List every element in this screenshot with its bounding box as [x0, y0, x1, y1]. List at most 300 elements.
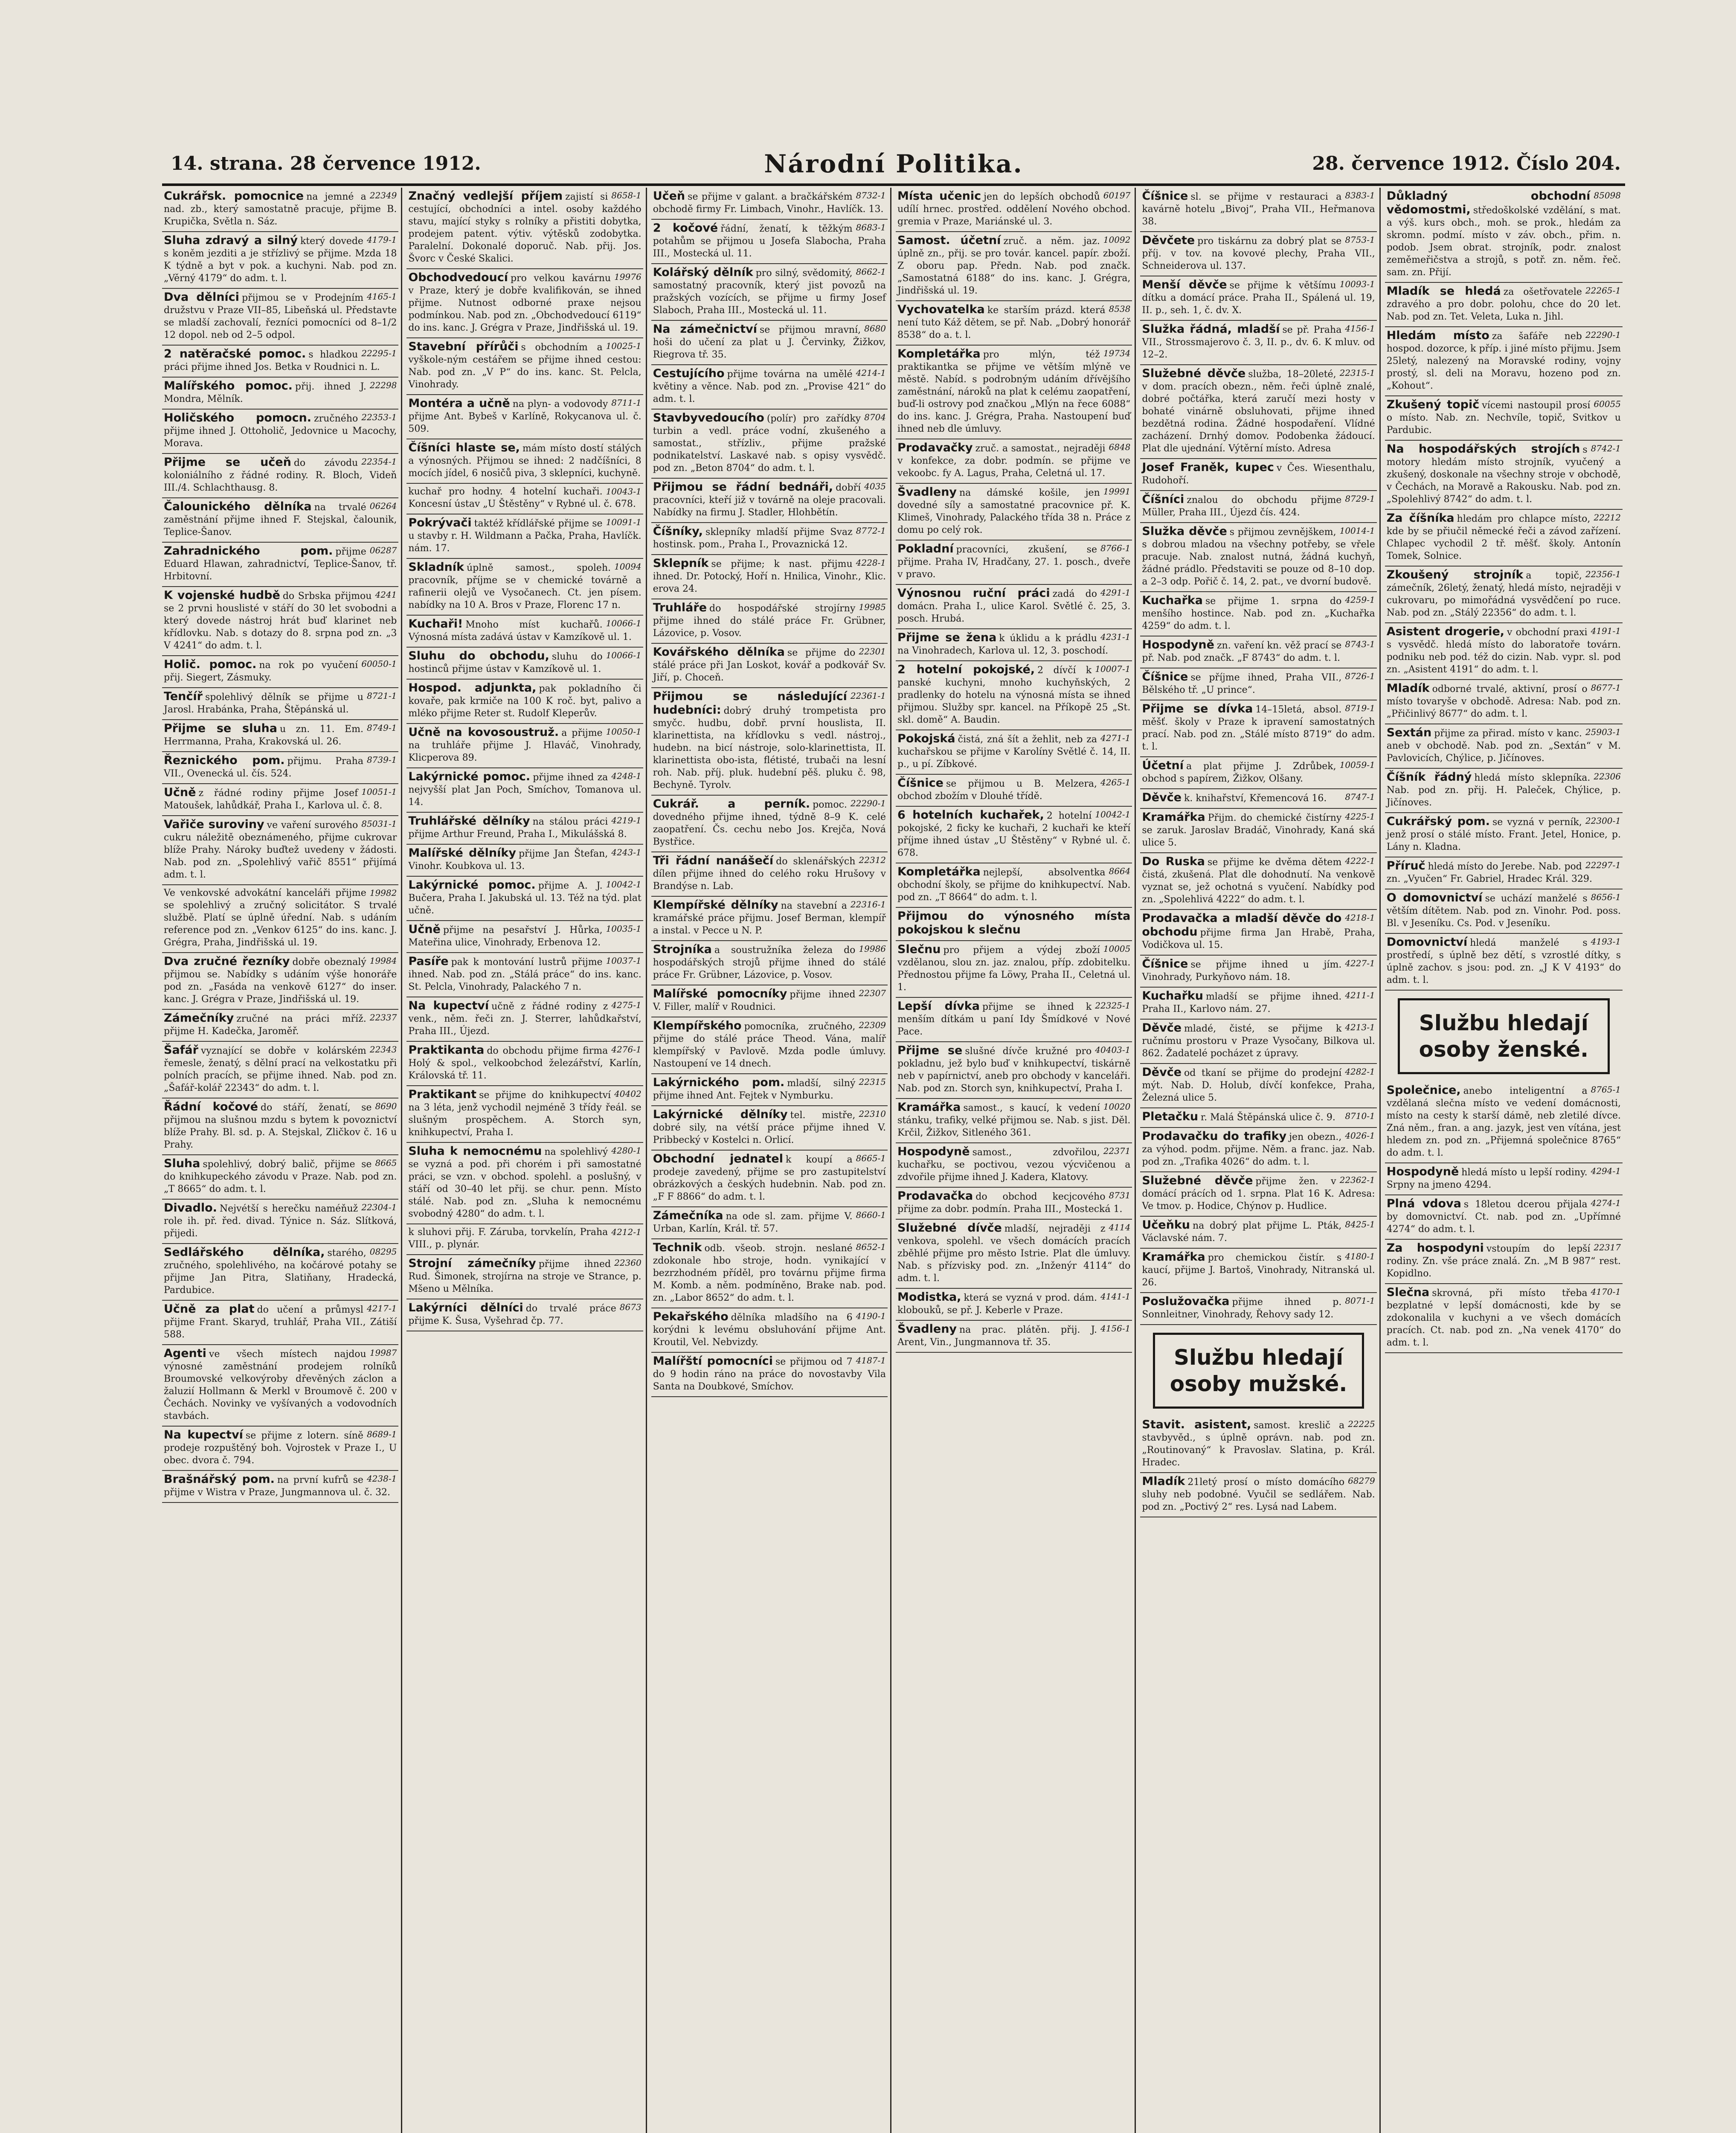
classified-ad [651, 479, 888, 523]
ad-reference-number: 19991 [1103, 486, 1131, 497]
classified-ad [406, 845, 643, 877]
classified-ad [1140, 276, 1376, 321]
ad-text: se přijme; k nast. přijmu ihned. Dr. Potocký, Hoří n. Hnilica, Vinohr., Klic. erova 24. [653, 559, 886, 594]
ad-reference-number: 8732-1 [856, 190, 886, 201]
classified-ad [651, 1239, 888, 1308]
ad-text: tel. mistře, dobré sily, na vétší práce přijme ihned V. Pribbecký v Kostelci n. Orlicí. [653, 1110, 886, 1145]
ad-text: nejlepší, absolventka obchodní školy, se přijme do knihkupectví. Nab. pod zn. „T 8664“ do adm. t. l. [897, 867, 1131, 903]
classified-ad [1385, 567, 1623, 623]
ad-reference-number: 10066-1 [606, 650, 642, 660]
classified-columns [162, 188, 1625, 2133]
ad-headline: Služka řádná, mladší [1142, 323, 1280, 336]
ad-headline: Místa učenic [897, 189, 981, 203]
ad-text: pro chemickou čistír. s kaucí, přijme J. Bartoš, Vinohrady, Nitranská ul. 26. [1142, 1252, 1375, 1288]
ad-text: do obchodu přijme firma Holý & spol., velkoobchod železářství, Karlín, Královská tř. 11. [408, 1046, 642, 1081]
ad-text: na rok po vyučení přij. Siegert, Zásmuky. [164, 660, 358, 683]
ad-headline: Lakýrnické dělníky [653, 1108, 788, 1121]
ad-headline: Zámečníka [653, 1209, 723, 1222]
ad-headline: Josef Franěk, kupec [1142, 461, 1274, 474]
ad-headline: Přijme se [897, 1044, 963, 1057]
ad-headline: Stavit. asistent, [1142, 1418, 1251, 1431]
ad-headline: Truhláře [653, 601, 707, 614]
classified-ad [651, 796, 888, 852]
ad-reference-number: 60055 [1594, 399, 1621, 409]
classified-ad [162, 188, 398, 232]
ad-headline: 6 hotelních kuchařek, [897, 808, 1044, 822]
ad-reference-number: 10007-1 [1095, 664, 1131, 674]
ad-reference-number: 4212-1 [611, 1227, 642, 1237]
ad-text: u zn. 11. Em. Herrmanna, Praha, Krakovská ul. 26. [164, 724, 363, 747]
classified-ad [896, 908, 1132, 941]
ad-reference-number: 22298 [369, 380, 397, 390]
ad-text: zručného přijme ihned J. Ottoholič, Jedovnice u Macochy, Morava. [164, 413, 397, 449]
ad-reference-number: 22315 [859, 1077, 886, 1087]
ad-reference-number: 85031-1 [361, 819, 397, 829]
ad-text: zruč. a samostat., nejraději v konfekce, za dobr. podmín. se přijme ve vekoobc. fy A. Lagus, Praha, Celetná ul. 17. [897, 443, 1131, 479]
ad-headline: Prodavačky [897, 441, 973, 454]
ad-reference-number: 8425-1 [1345, 1219, 1375, 1229]
ad-text: hledám pro chlapce místo, kde by se přiučil německé řeči a závod zařízení. Chlapec vychodil 2 tř. měšť. školy. Antonín Tomek, Solnice. [1386, 514, 1621, 561]
ad-reference-number: 22312 [859, 855, 886, 865]
ad-text: přijmou se v Prodejním družstvu v Praze VII–85, Libeňská ul. Představte se mladší zachovalí, řezníci pomocníci od 8–1/2 12 dopol. neb od 2–5 odpol. [164, 293, 397, 340]
ad-headline: Značný vedlejší příjem [408, 189, 563, 203]
ad-text: přijme A. J. Bučera, Praha I. Jakubská ul. 13. Též na týd. plat učně. [408, 881, 642, 916]
ad-headline: Cukrářský pom. [1386, 815, 1490, 828]
ad-text: pomoc. dovedného přijme ihned, týdně 8–9 K. celé zaopatření. Čs. cechu nebo Jos. Krejča, Nová Bystřice. [653, 799, 886, 847]
ad-headline: Hospodyně [1386, 1165, 1459, 1178]
ad-reference-number: 6848 [1109, 442, 1131, 452]
ad-reference-number: 4156-1 [1345, 323, 1375, 334]
classified-ad [651, 1074, 888, 1106]
ad-text: na plyn- a vodovody přijme Ant. Bybeš v Karlíně, Rokycanova ul. č. 509. [408, 399, 642, 434]
ad-reference-number: 19734 [1103, 348, 1131, 358]
classified-ad [406, 1042, 643, 1086]
classified-ad [406, 1255, 643, 1299]
classified-ad [651, 220, 888, 264]
classified-ad [406, 813, 643, 845]
classified-ad [896, 629, 1132, 661]
ad-text: mladší, silný přijme ihned Ant. Fejtek v Nymburku. [653, 1078, 856, 1101]
ad-text: slušné dívče kružné pro pokladnu, jež bylo buď v knihkupectví, tiskárně neb v papírnictví, aneb pro obchody v kanceláři. Nab. pod zn. Storch syn, knihkupectví, Praha I. [897, 1046, 1131, 1094]
ad-reference-number: 19976 [614, 272, 642, 282]
classified-ad [406, 953, 643, 997]
classified-ad [896, 1220, 1132, 1289]
ad-text: na ode sl. zam. přijme V. Urban, Karlín, Král. tř. 57. [653, 1211, 853, 1234]
ad-reference-number: 4228-1 [856, 558, 886, 568]
ad-text: hledá manželé s prostředí, s úplně bez dětí, s vzrostlé dítky, s úplně zachov. s jsou: pod. zn. „J K V 4193“ do adm. t. l. [1386, 938, 1621, 985]
ad-headline: Vychovatelka [897, 303, 985, 316]
ad-text: zajistí si cestující, obchodníci a intel. osoby každého stavu, mající styky s rolníky a přistiti dobytka, prodejem patent. výtiv. výtěsků zodobytka. Paralelní. Dokonalé doporuč. Nab. přij. Jos. Švorc v České Skalici. [408, 192, 642, 264]
ad-reference-number: 8729-1 [1345, 494, 1375, 504]
classified-ad [1140, 1473, 1376, 1517]
ad-reference-number: 4275-1 [611, 1000, 642, 1010]
ad-reference-number: 4190-1 [856, 1311, 886, 1321]
classified-ad [406, 648, 643, 680]
ad-headline: Číšnice [1142, 189, 1188, 203]
ad-reference-number: 22310 [859, 1109, 886, 1119]
ad-headline: Hospod. adjunkta, [408, 681, 537, 695]
ad-headline: Obchodvedoucí [408, 271, 508, 284]
ad-text: na jemné a nad. zb., který samostatně pracuje, přijme B. Krupička, Světla n. Sáz. [164, 192, 397, 227]
ad-reference-number: 22295-1 [361, 348, 397, 358]
ad-text: vyznající se dobře v kolárském řemesle, ženatý, s dělní prací na velkostatku při polních pracích, se přijme ihned. Nab. pod zn. „Šafář-kolář 22343“ do adm. t. l. [164, 1046, 397, 1093]
ad-text: středoškolské vzdělání, s mat. a výš. kurs obch., moh. se prok., hledám za skromn. podmí. místo v záv. obch., přim. n. podob. Jsem obrat. strojník, podr. znalost zeměmeřičstva a strojů, s potř. zn. něm. řeč. sam. zn. Přijí. [1386, 205, 1621, 278]
ad-reference-number: 22316-1 [850, 899, 886, 910]
ad-headline: Učně na kovosoustruž. [408, 726, 559, 739]
ad-reference-number: 8538 [1109, 304, 1131, 314]
ad-headline: Hospodyně [897, 1145, 970, 1158]
classified-ad [651, 555, 888, 599]
classified-ad [896, 1042, 1132, 1099]
ad-text: k. knihařství, Křemencová 16. [1184, 793, 1327, 804]
classified-ad [896, 941, 1132, 998]
ad-text: pomocníka, zručného, přijme do stálé práce Theod. Vána, malíř klempířský v Pavlově. Mzda podle úmluvy. Nastoupení ve 14 dnech. [653, 1021, 886, 1069]
ad-reference-number: 68279 [1348, 1476, 1375, 1486]
ad-text: s 18letou dcerou přijala by domovnictví. Ct. nab. pod zn. „Upřímné 4274“ do adm. t. l. [1386, 1199, 1621, 1235]
classified-ad [1140, 757, 1376, 789]
ad-reference-number: 22290-1 [850, 798, 886, 808]
ad-headline: Malířského pomoc. [164, 379, 293, 392]
ad-text: za šafáře neb hospod. dozorce, k příp. i jiné místo přijmu. Jsem 25letý, nalezený na Moravské rodiny, vojny prostý, sl. deli na Moravu, hozeno pod zn. „Kohout“. [1386, 331, 1621, 391]
classified-ad [1140, 809, 1376, 853]
classified-ad [1140, 1064, 1376, 1108]
ad-reference-number: 22265-1 [1585, 285, 1621, 296]
ad-text: ve všech místech najdou výnosné zaměstnání prodejem rolníků Broumovské velkovýroby dřevěných záclon a žaluzií Hollmann & Merkl v Broumově č. 200 v Čechách. Novinky ve vyšívaných a vodovodních stavbách. [164, 1349, 397, 1421]
ad-reference-number: 22325-1 [1095, 1000, 1131, 1011]
classified-ad [1140, 956, 1376, 988]
classified-ad [651, 644, 888, 688]
ad-headline: Učně za plat [164, 1302, 255, 1316]
ad-reference-number: 19986 [859, 944, 886, 954]
ad-text: pro silný, svědomitý, samostatný pracovník, který jist povozů na pražských vozících, se přijme u firmy Josef Slaboch, Praha III., Mostecká ul. 11. [653, 268, 886, 316]
ad-headline: Stavební přírůči [408, 340, 519, 353]
ad-reference-number: 10093-1 [1339, 279, 1375, 289]
classified-ad [406, 616, 643, 648]
ad-headline: Číšníci hlaste se, [408, 441, 520, 454]
ad-headline: Pokladní [897, 542, 954, 555]
ad-reference-number: 4291-1 [1100, 587, 1131, 598]
ad-text: na stálou práci přijme Arthur Freund, Praha I., Mikulášská 8. [408, 817, 627, 840]
ad-reference-number: 8690 [375, 1101, 397, 1111]
ad-text: do obchod kecjcového přijme za dobr. podmín. Praha III., Mostecká 1. [897, 1191, 1123, 1215]
ad-headline: Kovářského dělníka [653, 645, 785, 659]
column-1 [162, 188, 402, 2133]
classified-ad [162, 1244, 398, 1301]
classified-ad [406, 921, 643, 953]
classified-ad [162, 1427, 398, 1471]
column-6 [1385, 188, 1625, 2133]
ad-reference-number: 4276-1 [611, 1044, 642, 1055]
ad-text: na dobrý plat přijme L. Pták, Václavské nám. 7. [1142, 1221, 1342, 1244]
ad-reference-number: 06287 [369, 545, 397, 555]
ad-headline: Pasíře [408, 955, 449, 968]
ad-headline: Asistent drogerie, [1386, 625, 1505, 638]
classified-ad [1140, 459, 1376, 491]
ad-text: na spolehlivý se vyzná a pod. při chorém i při samostatné práci, se vzn. v obchod. spolehl. a poslušný, v stáří od 30–40 let přij. se chur. penn. Místo stálé. Nab. pod zn. „Sluha k nemocnému svobodný 4280“ do adm. t. l. [408, 1147, 642, 1219]
ad-text: znalou do obchodu přijme Müller, Praha III., Újezd čís. 424. [1142, 495, 1342, 518]
ad-text: skrovná, při místo třeba bezplatné v lepší domácnosti, kde by se zdokonalila v kuchyni a ve všech domácích pracích. Ct. nab. pod zn. „Na venek 4170“ do adm. t. l. [1386, 1288, 1621, 1348]
classified-ad [1385, 1082, 1623, 1163]
ad-reference-number: 4217-1 [366, 1303, 397, 1314]
classified-ad [162, 410, 398, 454]
ad-reference-number: 4035 [864, 481, 886, 491]
classified-ad [896, 301, 1132, 346]
ad-reference-number: 22361-1 [850, 691, 886, 701]
ad-text: se přijme do knihkupectví na 3 léta, jenž vychodil nejméně 3 třídy řeál. se slušným prospěchem. A. Storch syn, knihkupectví, Praha I. [408, 1090, 642, 1138]
ad-text: hledá místo u lepší rodiny. Srpny na jmeno 4294. [1386, 1167, 1588, 1190]
ad-reference-number: 4274-1 [1591, 1198, 1621, 1208]
ad-text: Přijm. do chemické čistírny se zaruk. Jaroslav Bradáč, Vinohrady, Kaná ská ulice 5. [1142, 813, 1375, 848]
ad-reference-number: 8656-1 [1591, 892, 1621, 902]
ad-text: taktéž křídlářské přijme se u stavby r. H. Wildmann a Pačka, Praha, Havlíčk. nám. 17. [408, 518, 642, 554]
ad-text: se přijme ihned u jím. Vinohrady, Purkyňovo nám. 18. [1142, 959, 1342, 982]
ad-text: z řádné rodiny přijme Josef Matoušek, lahůdkář, Praha I., Karlova ul. č. 8. [164, 788, 383, 811]
ad-text: přijme Jan Štefan, Vinohr. Koubkova ul. 13. [408, 849, 608, 872]
ad-headline: Sedlářského dělníka, [164, 1246, 325, 1259]
classified-ad [1140, 1293, 1376, 1325]
ad-headline: Kompletářka [897, 347, 981, 360]
ad-text: na prac. plátěn. přij. J. Arent, Vin., Jungmannova tř. 35. [897, 1325, 1097, 1348]
ad-text: se přijme ke dvěma dětem čistá, zkušená. Plat dle dohodnutí. Na venkově vyznat se, jež ochotná s vyučení. Nabídky pod zn. „Spolehlivá 4222“ do adm. t. l. [1142, 857, 1375, 905]
ad-text: odb. všeob. strojn. neslané zdokonale hbo stroje, hodn. vynikající v bezrzhodném příděl, pro továrnu přijme firma M. Komb. a něm. podmíněno, Brake nab. pod. zn. „Labor 8652“ do adm. t. l. [653, 1243, 886, 1303]
ad-reference-number: 4241 [375, 590, 397, 600]
classified-ad [1140, 668, 1376, 700]
ad-text: samost., zdvořilou, kuchařku, se poctivou, vezou výcvičenou a zdvořile přijme ihned J. Kadera, Klatovy. [897, 1147, 1131, 1183]
ad-reference-number: 8743-1 [1345, 639, 1375, 649]
ad-text: spolehlivý, dobrý balič, přijme se do knihkupeckého závodu v Praze. Nab. pod zn. „T 8665“ do adm. t. l. [164, 1159, 397, 1194]
classified-ad [1385, 623, 1623, 680]
ad-reference-number: 8683-1 [856, 222, 886, 232]
ad-headline: Zkoušený strojník [1386, 568, 1524, 581]
ad-headline: Holičského pomocn. [164, 411, 312, 424]
ad-headline: Prodavačka [897, 1189, 973, 1203]
ad-text: starého, zručného, spolehlivého, na kočárové potahy se přijme Jan Pitra, Slatiňany, Hradecká, Pardubice. [164, 1248, 397, 1296]
classified-ad [1140, 1128, 1376, 1172]
ad-headline: Divadlo. [164, 1201, 217, 1215]
ad-reference-number: 4271-1 [1100, 733, 1131, 743]
ad-reference-number: 4211-1 [1345, 990, 1375, 1000]
ad-reference-number: 8660-1 [856, 1210, 886, 1220]
ad-text: dobří pracovníci, kteří již v továrně na oleje pracovali. Nabídky na firmu J. Stadler, Hlohbětín. [653, 482, 886, 518]
ad-reference-number: 19982 [369, 888, 397, 898]
ad-headline: Samost. účetní [897, 234, 1001, 247]
ad-reference-number: 10037-1 [606, 956, 642, 966]
ad-headline: Učně [164, 786, 196, 799]
classified-ad [896, 439, 1132, 484]
classified-ad [651, 985, 888, 1017]
classified-ad [1385, 441, 1623, 510]
ad-headline: Mladík [1142, 1475, 1185, 1488]
ad-text: přijme firma Jan Hrabě, Praha, Vodičkova ul. 15. [1142, 927, 1375, 950]
ad-reference-number: 4265-1 [1100, 777, 1131, 788]
ad-headline: Na kupectví [164, 1428, 243, 1441]
column-2 [406, 188, 647, 2133]
ad-text: hledá místo sklepníka. Nab. pod zn. přij. H. Paleček, Chýlice, p. Jičínoves. [1386, 773, 1621, 808]
ad-reference-number: 8677-1 [1591, 683, 1621, 693]
ad-text: samost. kreslič a stavbyvěd., s úplně oprávn. nab. pod zn. „Routinovaný“ k Pravoslav. Slatina, p. Král. Hradec. [1142, 1420, 1375, 1468]
ad-headline: Lakýrnické pomoc. [408, 770, 531, 783]
classified-ad [1385, 1195, 1623, 1240]
ad-reference-number: 40403-1 [1095, 1045, 1131, 1055]
ad-text: dobrý druhý trompetista pro smyčc. hudbu, dobř. první houslista, II. klarinettista, na křídlovku s vedl. nástroj., hudebn. na bicí nástroje, solo-klarinettista, II. klarinettista obo-ista, flétisté, trubači na lesní roh. Nab. příj. pluk. hudební pěš. pluku č. 98, Bechyně. Tyrolv. [653, 706, 886, 790]
classified-ad [1385, 813, 1623, 857]
ad-text: do stáří, ženatí, se přijmou na slušnou mzdu s bytem k povoznictví blíže Prahy. Bl. sd. p. A. Stejskal, Zličkov č. 16 u Prahy. [164, 1102, 397, 1150]
ad-text: čistá, zná šít a žehlit, neb za kuchařskou se přijme v Karolíny Světlé č. 14, II. p., u pí. Zíbkové. [897, 734, 1131, 770]
classified-ad [162, 454, 398, 498]
classified-ad [162, 289, 398, 346]
classified-ad [1385, 396, 1623, 441]
ad-text: přijme žen. v domácí prácích od 1. srpna. Plat 16 K. Adresa: Ve tmov. p. Hodice, Chýnov p. Hudlice. [1142, 1176, 1375, 1212]
ad-reference-number: 4227-1 [1345, 958, 1375, 968]
ad-text: zadá do domácn. Praha I., ulice Karol. Světlé č. 25, 3. posch. Hrubá. [897, 589, 1131, 624]
ad-headline: Lakýrnické pomoc. [408, 878, 536, 892]
classified-ad [651, 365, 888, 410]
classified-ad [162, 587, 398, 656]
ad-text: na stavební a kramářské práce přijmu. Josef Berman, klempíř a instal. v Pecce u N. P. [653, 901, 886, 936]
ad-reference-number: 40402 [614, 1089, 642, 1099]
ad-headline: Brašnářský pom. [164, 1473, 275, 1486]
ad-text: dobře obeznalý přijmou se. Nabídky s udáním výše honoráře pod zn. „Fasáda na venkově 6127“ do inser. kanc. J. Grégra v Praze, Jindřišská ul. 19. [164, 957, 397, 1005]
classified-ad [406, 514, 643, 559]
ad-reference-number: 8689-1 [366, 1429, 397, 1439]
classified-ad [162, 885, 398, 953]
ad-text: k úklidu a k prádlu na Vinohradech, Karlova ul. 12, 3. poschodí. [897, 633, 1109, 656]
ad-headline: Montéra a učně [408, 397, 510, 410]
ad-reference-number: 22315-1 [1339, 368, 1375, 378]
classified-ad [162, 1010, 398, 1042]
classified-ad [162, 1471, 398, 1503]
ad-text: mám místo dostí stálých a výnosných. Přijmou se ihned: 2 nadčíšníci, 8 mocích jídel, 6 nosičů piva, 3 sklepníci, kuchyně. [408, 443, 642, 479]
ad-text: Ve venkovské advokátní kanceláři přijme se spolehlivý a zručný solicitátor. S trvalé službě. Platí se úplně úřední. Nab. s udáním reference pod zn. „Venkov 6125“ do ins. kanc. J. Grégra, Praha, Jindřišská ul. 19. [164, 888, 397, 948]
ad-reference-number: 4248-1 [611, 771, 642, 781]
classified-ad [1140, 988, 1376, 1020]
ad-headline: Číšnice [1142, 670, 1188, 683]
ad-text: učně z řádné rodiny z venk., něm. řeči zn. J. Sterrer, lahůdkařství, Praha III., Újezd. [408, 1001, 642, 1037]
ad-text: řádní, ženatí, k těžkým potahům se přijmou u Josefa Slabocha, Praha III., Mostecká ul. 11. [653, 224, 886, 259]
ad-headline: Lakýrníci dělníci [408, 1301, 523, 1314]
ad-reference-number: 22225 [1348, 1419, 1375, 1429]
column-3 [651, 188, 891, 2133]
classified-ad [1140, 789, 1376, 809]
ad-text: do trvalé práce přijme K. Šusa, Vyšehrad čp. 77. [408, 1303, 616, 1326]
ad-headline: K vojenské hudbě [164, 589, 280, 602]
ad-text: hledá místo do Jerebe. Nab. pod zn. „Vyučen“ Fr. Gabriel, Hradec Král. 329. [1386, 861, 1593, 884]
ad-text: se vyzná v perník, jenž prosí o stálé místo. Frant. Jetel, Honice, p. Lány n. Kladna. [1386, 817, 1621, 852]
ad-headline: Do Ruska [1142, 855, 1205, 868]
ad-reference-number: 08295 [369, 1247, 397, 1257]
ad-reference-number: 8739-1 [366, 755, 397, 765]
ad-headline: Na kupectví [408, 999, 489, 1012]
classified-ad [896, 1188, 1132, 1220]
classified-ad [162, 656, 398, 688]
ad-headline: Slečna [1386, 1286, 1430, 1299]
ad-reference-number: 22212 [1594, 512, 1621, 523]
ad-headline: Malířští pomocníci [653, 1354, 773, 1368]
classified-ad [651, 410, 888, 479]
ad-headline: Učeňku [1142, 1218, 1190, 1232]
ad-reference-number: 8710-1 [1345, 1111, 1375, 1121]
ad-reference-number: 22349 [369, 190, 397, 201]
ad-reference-number: 10050-1 [606, 726, 642, 737]
ad-text: 21letý prosí o místo domácího sluhy neb podobné. Vyučil se sedlářem. Nab. pod zn. „Poctivý 2“ res. Lysá nad Labem. [1142, 1477, 1375, 1512]
ad-text: pro přijem a výdej zboží vzdělanou, slou zn. jaz. znalou, příp. zdobitelku. Přednostou přijme fa Löwy, Praha II., Celetná ul. 1. [897, 945, 1131, 993]
ad-text: se př. Praha VII., Strossmajerovo č. 3, II. p., dv. 6. K mluv. od 12–2. [1142, 325, 1375, 360]
ad-reference-number: 8747-1 [1345, 792, 1375, 802]
section-heading: Službu hledají osoby ženské. [1398, 998, 1610, 1074]
ad-headline: Tři řádní nanášečí [653, 854, 774, 867]
ad-reference-number: 10014-1 [1339, 526, 1375, 536]
header-date-left: 14. strana. 28 července 1912. [171, 153, 481, 174]
classified-ad [1385, 680, 1623, 724]
ad-reference-number: 22360 [614, 1258, 642, 1268]
ad-headline: Kolářský dělník [653, 266, 753, 279]
classified-ad [651, 1207, 888, 1239]
ad-headline: Klempířské dělníky [653, 898, 778, 912]
ad-text: do Srbska přijmou se 2 prvni houslisté v stáří do 30 let svobodni a který dovede nástroj hrát buď klarinet neb křídlovku. Nab. s dotazy do 8. srpna pod zn. „3 V 4241“ do adm. t. l. [164, 591, 397, 651]
ad-text: pak k montování lustrů přijme ihned. Nab. pod zn. „Stálá práce“ do ins. kanc. St. Pelcla, Vinohrady, Palackého 7 n. [408, 957, 642, 992]
ad-headline: Služebné děvče [1142, 367, 1246, 380]
ad-reference-number: 4225-1 [1345, 811, 1375, 822]
classified-ad [162, 1301, 398, 1345]
ad-reference-number: 4193-1 [1591, 936, 1621, 947]
classified-ad [162, 346, 398, 378]
classified-ad [651, 321, 888, 365]
ad-headline: Tenčíř [164, 690, 203, 703]
ad-text: a soustružníka železa do hospodářských strojů přijme ihned do stálé práce Fr. Grübner, Lázovice, p. Vosov. [653, 945, 886, 980]
ad-headline: Řádní kočové [164, 1100, 258, 1113]
ad-reference-number: 8772-1 [856, 526, 886, 536]
classified-ad [406, 338, 643, 395]
ad-text: a plat přijme J. Zdrůbek, obchod s papírem, Žižkov, Olšany. [1142, 761, 1336, 784]
ad-reference-number: 10059-1 [1339, 760, 1375, 770]
ad-text: (polír) pro zařídky turbin a vedl. práce vodní, zkušeného a samostat., střízliv., přijme pražské podnikatelství. Laskavé nab. s opisy vysvědč. pod zn. „Beton 8704“ do adm. t. l. [653, 413, 886, 474]
classified-ad [406, 395, 643, 439]
ad-reference-number: 06264 [369, 501, 397, 511]
ad-reference-number: 4282-1 [1345, 1066, 1375, 1077]
ad-headline: Čalounického dělníka [164, 500, 312, 513]
ad-text: s motory hledám místo strojník, vyučený a zkušený, doskonale na všechny stroje v obchodě, v Čechách, na Moravě a Rakousku. Nab. pod zn. „Spolehlivý 8742“ do adm. t. l. [1386, 445, 1621, 505]
ad-headline: Prodavačku do trafiky [1142, 1130, 1287, 1143]
ad-text: na první kufrů se přijme v Wistra v Praze, Jungmannova ul. č. 32. [164, 1475, 391, 1498]
ad-headline: Holič. pomoc. [164, 658, 257, 671]
ad-reference-number: 4280-1 [611, 1145, 642, 1156]
ad-headline: Skladník [408, 561, 464, 574]
ad-reference-number: 4156-1 [1100, 1323, 1131, 1334]
ad-headline: Děvče [1142, 791, 1182, 804]
ad-text: přijme ihned p. Sonnleitner, Vinohrady, Řehovy sady 12. [1142, 1297, 1342, 1320]
classified-ad [651, 1353, 888, 1397]
classified-ad [1140, 592, 1376, 636]
ad-headline: Cukrářsk. pomocnice [164, 189, 304, 203]
ad-reference-number: 10042-1 [1095, 809, 1131, 819]
ad-headline: Mladík se hledá [1386, 285, 1501, 298]
ad-headline: Malířské pomocníky [653, 987, 787, 1000]
ad-headline: Učeň [653, 189, 685, 203]
classified-ad [406, 484, 643, 514]
ad-headline: Cukrář. a perník. [653, 797, 810, 811]
classified-ad [406, 997, 643, 1042]
classified-ad [406, 877, 643, 921]
ad-reference-number: 4179-1 [366, 235, 397, 245]
ad-text: přijme ihned Rud. Šimonek, strojírna na stroje ve Strance, p. Mšeno u Mělníka. [408, 1259, 642, 1294]
ad-text: který dovede s koněm jezditi a je střízlivý se přijme. Mzda 18 K týdně a byt v pok. a kuchyni. Nab. pod zn. „Věrný 4179“ do adm. t. l. [164, 236, 397, 284]
classified-ad [896, 1099, 1132, 1143]
classified-ad [162, 498, 398, 543]
ad-text: se přijmou u B. Melzera, obchod zbožím v Dlouhé třídě. [897, 779, 1097, 802]
ad-text: k koupí a prodeje zavedený, přijme se pro zastupitelství obrázkových a českých hudebnin. Nab. pod zn. „F F 8866“ do adm. t. l. [653, 1154, 886, 1202]
ad-text: a přijme na truhláře přijme J. Hlaváč, Vinohrady, Klicperova 89. [408, 728, 642, 763]
ad-headline: Agenti [164, 1347, 206, 1360]
